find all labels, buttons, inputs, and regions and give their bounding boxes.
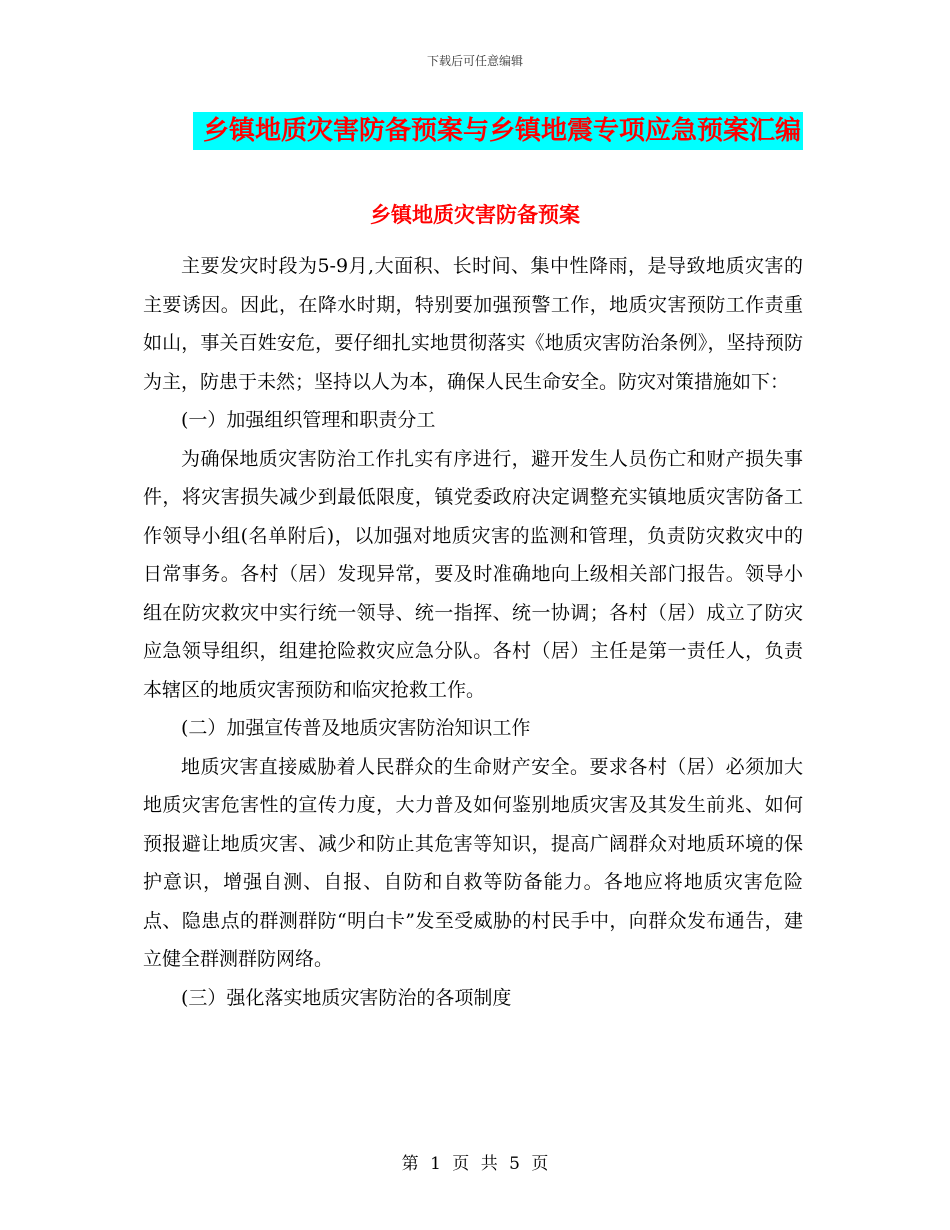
- organization-paragraph: 为确保地质灾害防治工作扎实有序进行，避开发生人员伤亡和财产损失事件，将灾害损失减少到最低限度，镇党委政府决定调整充实镇地质灾害防备工作领导小组(名单附后)，以加强对地质灾害的监测和管理，负责防灾救灾中的日常事务。各村（居）发现异常，要及时准确地向上级相关部门报告。领导小组在防灾救灾中实行统一领导、统一指挥、统一协调；各村（居）成立了防灾应急领导组织，组建抢险救灾应急分队。各村（居）主任是第一责任人，负责本辖区的地质灾害预防和临灾抢救工作。: [143, 447, 803, 701]
- section-title: 乡镇地质灾害防备预案: [370, 202, 580, 227]
- subheading-publicity: (二）加强宣传普及地质灾害防治知识工作: [181, 717, 531, 739]
- publicity-paragraph: 地质灾害直接威胁着人民群众的生命财产安全。要求各村（居）必须加大地质灾害危害性的宣传力度，大力普及如何鉴别地质灾害及其发生前兆、如何预报避让地质灾害、减少和防止其危害等知识，提高广阔群众对地质环境的保护意识，增强自测、自报、自防和自救等防备能力。各地应将地质灾害危险点、隐患点的群测群防“明白卡”发至受威胁的村民手中，向群众发布通告，建立健全群测群防网络。: [143, 755, 803, 970]
- page-number-footer: 第 1 页 共 5 页: [401, 1154, 549, 1174]
- subheading-systems: (三）强化落实地质灾害防治的各项制度: [181, 986, 512, 1009]
- page-header-note: 下载后可任意编辑: [426, 54, 523, 68]
- document-title: 乡镇地质灾害防备预案与乡镇地震专项应急预案汇编: [193, 112, 803, 150]
- document-title-container: [0, 112, 950, 150]
- subheading-organization: (一）加强组织管理和职责分工: [181, 409, 436, 431]
- intro-paragraph: 主要发灾时段为5-9月,大面积、长时间、集中性降雨，是导致地质灾害的主要诱因。因此，在降水时期，特别要加强预警工作，地质灾害预防工作责重如山，事关百姓安危，要仔细扎实地贯彻落实《地质灾害防治条例》，坚持预防为主，防患于未然；坚持以人为本，确保人民生命安全。防灾对策措施如下：: [143, 255, 803, 393]
- document-body: [143, 247, 803, 1017]
